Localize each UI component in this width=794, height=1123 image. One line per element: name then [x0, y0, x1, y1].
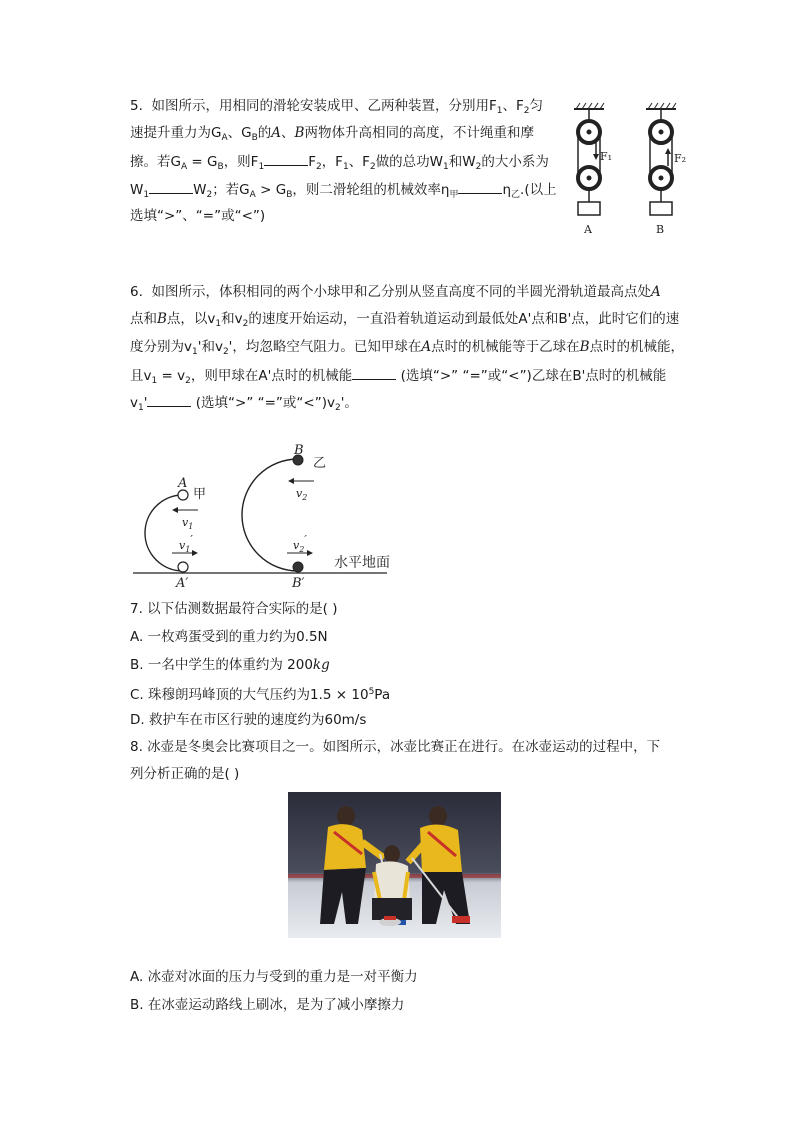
q7-option-a[interactable]: A. 一枚鸡蛋受到的重力约为0.5N	[130, 629, 328, 645]
q8-stem-line-1: 8. 冰壶是冬奥会比赛项目之一。如图所示，冰壶比赛正在进行。在冰壶运动的过程中，下	[130, 739, 661, 755]
q7-stem: 7. 以下估测数据最符合实际的是( )	[130, 601, 338, 617]
svg-text:v1: $v_1$	[182, 516, 194, 531]
svg-text:v1′: $v_1'$	[179, 533, 193, 554]
q6-line-3: 度分别为$v_1'$和$v_2'$，均忽略空气阻力。已知甲球在A点时的机械能等于乙球在B点时的机械能，	[130, 339, 685, 357]
q5-line-2: 速提升重力为$G_A$、$G_B$的A、B两物体升高相同的高度，不计绳重和摩	[130, 125, 534, 143]
track-b	[242, 459, 298, 571]
q5-line-1: 5. 如图所示，用相同的滑轮安装成甲、乙两种装置，分别用$F_1$、$F_2$匀	[130, 98, 543, 116]
ball-jia-bottom	[178, 562, 188, 572]
svg-text:v2: $v_2$	[296, 487, 308, 502]
pulley-a	[574, 103, 612, 236]
answer-blank[interactable]	[264, 152, 308, 166]
f2-label: F₂	[674, 152, 687, 165]
answer-blank[interactable]	[147, 393, 191, 407]
svg-text:甲: 甲	[193, 487, 207, 502]
q7-option-b[interactable]: B. 一名中学生的体重约为 200kg	[130, 657, 330, 673]
q8-option-a[interactable]: A. 冰壶对冰面的压力与受到的重力是一对平衡力	[130, 969, 418, 985]
svg-text:B: B	[294, 443, 304, 458]
fig-label-a: A	[584, 223, 592, 236]
answer-blank[interactable]	[352, 366, 396, 380]
q5-line-4: $W_1$ $W_2$；若$G_A > G_B$，则二滑轮组的机械效率$\eta_甲$ $\eta_乙$.(以上	[130, 182, 557, 200]
track-figure	[130, 440, 420, 595]
q8-option-b[interactable]: B. 在冰壶运动路线上刷冰，是为了减小摩擦力	[130, 997, 405, 1013]
svg-text:v2′: $v_2'$	[293, 533, 307, 554]
fig-label-b: B	[656, 223, 665, 236]
q6-line-2: 点和B点，以$v_1$和$v_2$的速度开始运动，一直沿着轨道运动到最低处A'点和B'点，此时它们的速	[130, 311, 680, 329]
q6-line-4: 且$v_1 = v_2$，则甲球在A'点时的机械能 (选填“>” “=”或“<”)乙球在B'点时的机械能	[130, 368, 667, 386]
ball-jia-top	[178, 490, 188, 500]
answer-blank[interactable]	[458, 180, 502, 194]
q6-line-1: 6. 如图所示，体积相同的两个小球甲和乙分别从竖直高度不同的半圆光滑轨道最高点处A	[130, 284, 661, 300]
q6-line-5: $v_1'$ (选填“>” “=”或“$<”)v_2'$。	[130, 395, 358, 413]
svg-text:A′: A′	[176, 576, 189, 591]
q5-line-5: 选填“>”、“=”或“<”)	[130, 208, 266, 224]
pulley-figure	[560, 100, 700, 240]
f1-label: F₁	[600, 150, 613, 163]
track-a	[145, 495, 183, 571]
q7-option-d[interactable]: D. 救护车在市区行驶的速度约为60m/s	[130, 712, 367, 728]
q7-option-c[interactable]: C. 珠穆朗玛峰顶的大气压约为$1.5 \times 10^5Pa$	[130, 687, 391, 703]
ground-label: 水平地面	[334, 555, 390, 571]
ball-yi-bottom	[293, 562, 303, 572]
q5-line-3: 擦。若$G_A = G_B$，则$F_1$ $F_2$，$F_1$、$F_2$做的总功$W_1$和$W_2$的大小系为	[130, 154, 549, 172]
answer-blank[interactable]	[149, 180, 193, 194]
svg-text:A: A	[178, 476, 188, 491]
pulley-b	[646, 103, 686, 236]
svg-text:B′: B′	[292, 576, 305, 591]
curling-photo	[288, 792, 501, 938]
q8-stem-line-2: 列分析正确的是( )	[130, 766, 240, 782]
svg-text:乙: 乙	[313, 456, 327, 471]
